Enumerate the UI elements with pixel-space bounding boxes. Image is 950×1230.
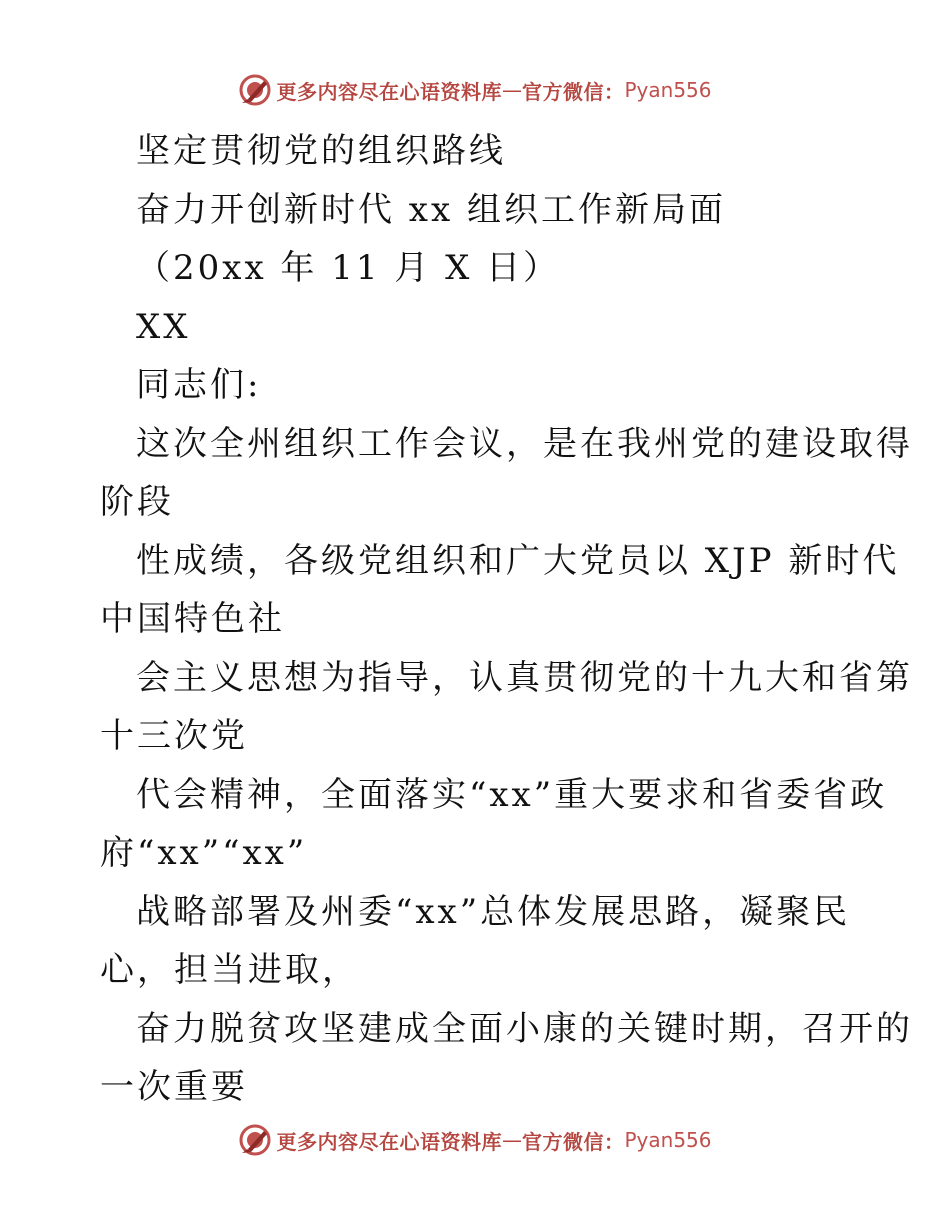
footer-watermark-banner (0, 1120, 950, 1160)
header-watermark-banner (0, 70, 950, 110)
doc-paragraph-line: 一次重要 (100, 1067, 248, 1107)
doc-author: XX (136, 306, 191, 347)
doc-paragraph-line: 十三次党 (100, 716, 248, 756)
document-body (100, 122, 913, 1117)
doc-paragraph-line: 战略部署及州委“xx”总体发展思路，凝聚民 (136, 891, 851, 932)
doc-paragraph-line: 这次全州组织工作会议，是在我州党的建设取得 (136, 423, 913, 464)
doc-salutation: 同志们: (136, 365, 262, 405)
pen-logo-icon (238, 1123, 272, 1157)
doc-paragraph-line: 会主义思想为指导，认真贯彻党的十九大和省第 (136, 657, 913, 698)
doc-date: （20xx 年 11 月 X 日） (136, 248, 561, 288)
doc-paragraph-line: 中国特色社 (100, 599, 285, 639)
doc-paragraph-line: 阶段 (100, 482, 174, 522)
banner-wechat-label: 官方微信： (521, 1129, 625, 1154)
doc-paragraph-line: 府“xx”“xx” (100, 833, 308, 873)
doc-paragraph-line: 性成绩，各级党组织和广大党员以 XJP 新时代 (136, 540, 900, 581)
banner-wechat-label: 官方微信： (521, 79, 625, 104)
banner-separator: — (501, 1128, 522, 1152)
banner-main-text: 更多内容尽在心语资料库 (276, 1129, 502, 1154)
doc-paragraph-line: 奋力脱贫攻坚建成全面小康的关键时期，召开的 (136, 1008, 913, 1049)
doc-paragraph-line: 心，担当进取， (100, 950, 359, 990)
doc-title-line-2: 奋力开创新时代 xx 组织工作新局面 (136, 189, 726, 230)
pen-logo-icon (238, 73, 272, 107)
banner-separator: — (501, 78, 522, 102)
doc-title-line-1: 坚定贯彻党的组织路线 (136, 131, 506, 171)
doc-paragraph-line: 代会精神，全面落实“xx”重大要求和省委省政 (136, 774, 888, 815)
banner-wechat-id: Pyan556 (624, 78, 712, 102)
banner-wechat-id: Pyan556 (624, 1128, 712, 1152)
banner-main-text: 更多内容尽在心语资料库 (276, 79, 502, 104)
